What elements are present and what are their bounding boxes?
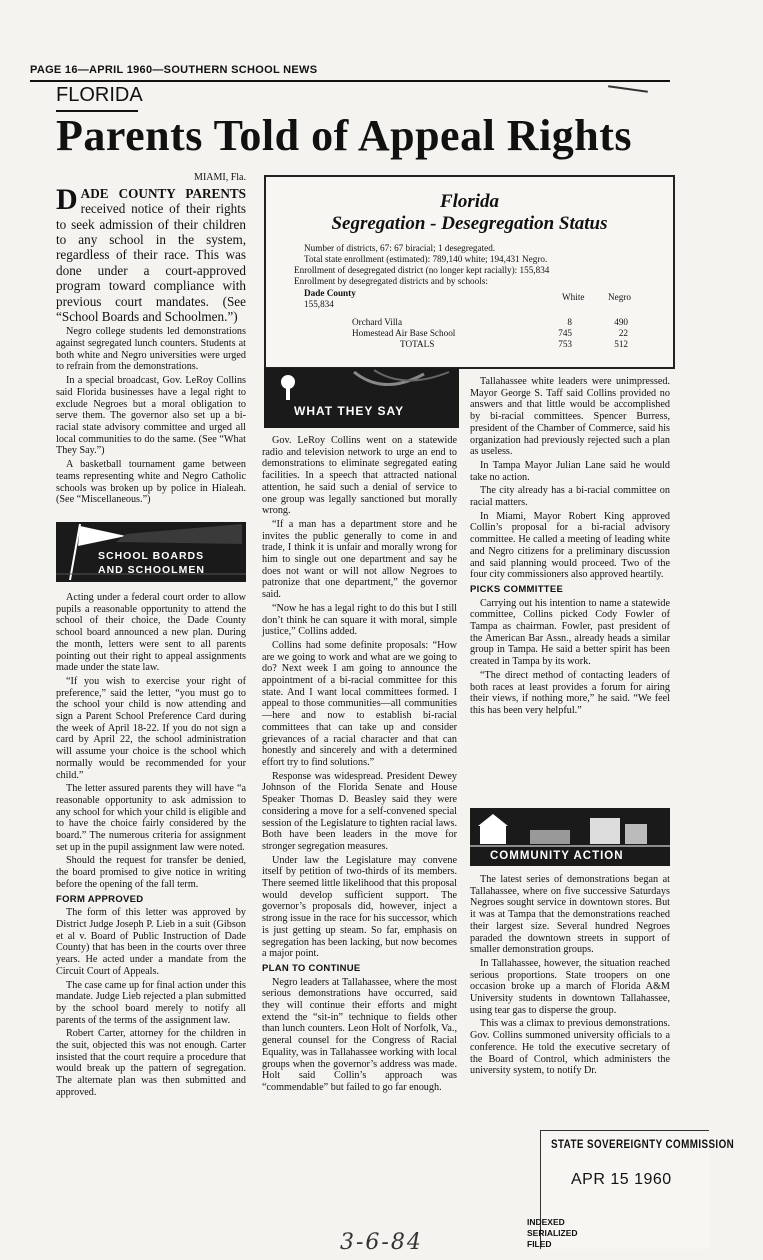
paragraph: The latest series of demonstrations began at Tallahassee, where on five successive Saturdays Negroes sought service in downtown stores. But it was at Tampa that the demonstrations reached their largest size. Several hundred Negroes paraded the downtown streets in support of smaller demonstration groups. <box>470 874 670 956</box>
paragraph: “The direct method of contacting leaders of both races at least provides a forum for airing their views, if nothing more,” he said. “We feel this has been very helpful.” <box>470 669 670 716</box>
paragraph: Collins had some definite proposals: “How are we going to work and what are we going to do? Next week I am going to announce the appointment of a bi-racial committee for this state. And I want local committees formed. I appeal to those communities—all communities—here and now to establish bi-racial committees that can take up and consider grievances of a racial character and that can honestly and sincerely and with a determined effort try to find solutions.” <box>262 639 457 768</box>
paragraph: Negro college students led demonstrations against segregated lunch counters. Students at both white and Negro universities were urged to refrain from the demonstrations. <box>56 326 246 373</box>
page-folio: PAGE 16—APRIL 1960—SOUTHERN SCHOOL NEWS <box>30 64 318 76</box>
lede-text: received notice of their rights to seek admission of their children to any school in the system, regardless of their race. This was done under a court-approved program toward compliance with previous court mandates. (See “School Boards and Schoolmen.”) <box>56 201 246 324</box>
status-subtitle: Segregation - Desegregation Status <box>331 213 608 234</box>
headline: Parents Told of Appeal Rights <box>56 111 633 160</box>
stamp-name: STATE SOVEREIGNTY COMMISSION <box>551 1137 735 1151</box>
paragraph: This was a climax to previous demonstrations. Gov. Collins summoned university officials to a conference. He told the executive secretary of the Board of Control, which administers the university system, to notify Dr. <box>470 1018 670 1077</box>
community-action-banner <box>470 808 670 866</box>
paragraph: A basketball tournament game between teams representing white and Negro Catholic schools was broken up by police in Hialeah. (See “Miscellaneous.”) <box>56 459 246 506</box>
what-they-say-banner <box>264 368 459 428</box>
school-banner-line1: SCHOOL BOARDS <box>98 550 205 562</box>
paragraph: Should the request for transfer be denied, the board promised to give notice in writing before the opening of the fall term. <box>56 855 246 890</box>
paragraph: “Now he has a legal right to do this but I still don’t think he can square it with moral, simple justice,” Collins added. <box>262 602 457 638</box>
column-3 <box>470 376 670 719</box>
status-box <box>264 175 675 369</box>
paragraph: Gov. LeRoy Collins went on a statewide radio and television network to urge an end to demonstrations to eliminate segregated eating facilities. In a speech that attracted national attention, he said such a denial of service to one group was legally sanctioned but morally wrong. <box>262 435 457 517</box>
status-county-total: 155,834 <box>304 299 334 309</box>
status-line: Enrollment by desegregated districts and by schools: <box>294 276 488 286</box>
school-boards-banner <box>56 522 246 582</box>
status-row-name: Homestead Air Base School <box>352 328 456 338</box>
status-county: Dade County <box>304 288 356 298</box>
paragraph: “If a man has a department store and he invites the public generally to come in and trade, I think it is unfair and morally wrong for him to single out one department and say he does not want or will not allow Negroes to patronize that one department,” the governor said. <box>262 518 457 601</box>
paragraph: In a special broadcast, Gov. LeRoy Collins said Florida businesses have a legal right to exclude Negroes but a moral obligation to serve them. The governor also set up a bi-racial state advisory committee and urged all local communities to do the same. (See “What They Say.”) <box>56 375 246 457</box>
paragraph: “If you wish to exercise your right of preference,” said the letter, “you must go to the school your child is now attending and sign a Parent School Preference Card during the week of April 18-22. If you do not sign a card by April 22, the school administration will assume your choice is the school which normally would be recommended for your child.” <box>56 675 246 781</box>
dateline: MIAMI, Fla. <box>194 172 246 183</box>
status-col-negro: Negro <box>608 292 631 302</box>
paragraph: In Miami, Mayor Robert King approved Collin’s proposal for a bi-racial advisory committee. He called a meeting of leading white and Negro citizens for a preliminary discussion and said planning would proceed. Two of the four city commissioners also approved heartily. <box>470 510 670 581</box>
status-col-white: White <box>562 292 585 302</box>
paragraph: Negro leaders at Tallahassee, where the most serious demonstrations have occurred, said they will continue their efforts and might extend the “sit-in” technique to fields other than lunch counters. Leon Holt of Norfolk, Va., general counsel for the Congress of Racial Equality, was in Tallahassee working with local groups when the governor’s address was made. Holt said Collin’s approach was “commendable” but failed to go far enough. <box>262 976 457 1093</box>
column-1-lower <box>56 592 246 1101</box>
stamp-date: APR 15 1960 <box>571 1171 672 1188</box>
paragraph: The form of this letter was approved by District Judge Joseph P. Lieb in a suit (Gibson et al v. Board of Public Instruction of Dade County) that has been in the courts over three years. He acted under a mandate from the Circuit Court of Appeals. <box>56 907 246 977</box>
paragraph: Carrying out his intention to name a statewide committee, Collins picked Cody Fowler of Tampa as chairman. Fowler, past president of the American Bar Assn., already heads a similar group in Tampa. He said a better spirit has been created in Tampa by its work. <box>470 597 670 668</box>
status-line: Total state enrollment (estimated): 789,140 white; 194,431 Negro. <box>304 254 548 264</box>
status-row-negro: 512 <box>614 339 628 349</box>
lede-smallcaps: ADE COUNTY PARENTS <box>80 185 246 201</box>
paragraph: Robert Carter, attorney for the children in the suit, objected this was not enough. Carter insisted that the court require a procedure that would break up the pattern of segregation. The alternate plan was then submitted and approved. <box>56 1028 246 1098</box>
status-row-white: 753 <box>558 339 572 349</box>
status-row-negro: 22 <box>618 328 628 338</box>
drop-cap: D <box>56 182 78 216</box>
status-line: Number of districts, 67: 67 biracial; 1 desegregated. <box>304 243 496 253</box>
commission-stamp <box>527 1130 735 1249</box>
paragraph: The city already has a bi-racial committee on racial matters. <box>470 485 670 509</box>
column-3-lower <box>470 874 670 1079</box>
paragraph: Under law the Legislature may convene itself by petition of two-thirds of its members. There seemed little likelihood that this proposal would develop sufficient support. The governor’s proposals did, however, inject a strong issue in the race for his successor, which is just getting up steam. So far, emphasis on segregation has been lacking, but now becomes a major point. <box>262 854 457 960</box>
subhead-form-approved: FORM APPROVED <box>56 893 144 905</box>
stamp-row: FILED <box>527 1239 552 1249</box>
status-row-white: 745 <box>558 328 572 338</box>
handwritten-number: 3-6-84 <box>340 1230 423 1255</box>
paragraph: In Tampa Mayor Julian Lane said he would take no action. <box>470 459 670 483</box>
paragraph: The letter assured parents they will have “a reasonable opportunity to ask admission to any school for which your child is eligible and to have the choice fairly considered by the board.” The numerous criteria for assignment set up in the pupil assignment law were noted. <box>56 783 246 853</box>
section-label: FLORIDA <box>56 84 143 106</box>
subhead-plan-to-continue: PLAN TO CONTINUE <box>262 962 361 974</box>
stamp-row: INDEXED <box>527 1217 565 1227</box>
status-row-white: 8 <box>567 317 572 327</box>
paragraph: Acting under a federal court order to allow pupils a reasonable opportunity to attend the school of their choice, the Dade County school board announced a new plan. During the month, letters were sent to all parents pointing out their right to appeal assignments made under the state law. <box>56 592 246 674</box>
community-banner-label: COMMUNITY ACTION <box>490 850 624 862</box>
status-row-negro: 490 <box>614 317 628 327</box>
status-title: Florida <box>439 191 500 212</box>
microphone-icon <box>264 368 459 428</box>
paragraph: In Tallahassee, however, the situation reached serious proportions. State troopers on one occasion broke up a march of Florida A&M University students in downtown Tallahassee, using tear gas to disperse the group. <box>470 957 670 1016</box>
stamp-row: SERIALIZED <box>527 1228 578 1238</box>
status-row-name: TOTALS <box>400 339 435 349</box>
what-banner-label: WHAT THEY SAY <box>294 404 405 418</box>
pen-mark <box>608 85 648 93</box>
paragraph: Response was widespread. President Dewey Johnson of the Florida Senate and House Speaker Thomas D. Beasley said they were considering a move for a self-convened special session of the Legislature to tighten racial laws. Both have been leaders in the move for stronger segregation measures. <box>262 770 457 852</box>
school-banner-line2: AND SCHOOLMEN <box>98 564 205 576</box>
column-2 <box>262 435 457 1096</box>
folio-rule <box>30 80 670 82</box>
subhead-picks-committee: PICKS COMMITTEE <box>470 583 564 595</box>
paragraph: Tallahassee white leaders were unimpressed. Mayor George S. Taff said Collins provided no answers and that little would be accomplished by bi-racial committees. Spencer Burress, president of the Chamber of Commerce, said his organization had previously rejected such a plan as useless. <box>470 376 670 458</box>
lede-paragraph <box>56 182 246 325</box>
status-line: Enrollment of desegregated district (no longer kept racially): 155,834 <box>294 265 550 275</box>
status-row-name: Orchard Villa <box>352 317 403 327</box>
paragraph: The case came up for final action under this mandate. Judge Lieb rejected a plan submitted by the school board merely to notify all parents of the terms of the assignment law. <box>56 979 246 1026</box>
column-1 <box>56 172 246 508</box>
